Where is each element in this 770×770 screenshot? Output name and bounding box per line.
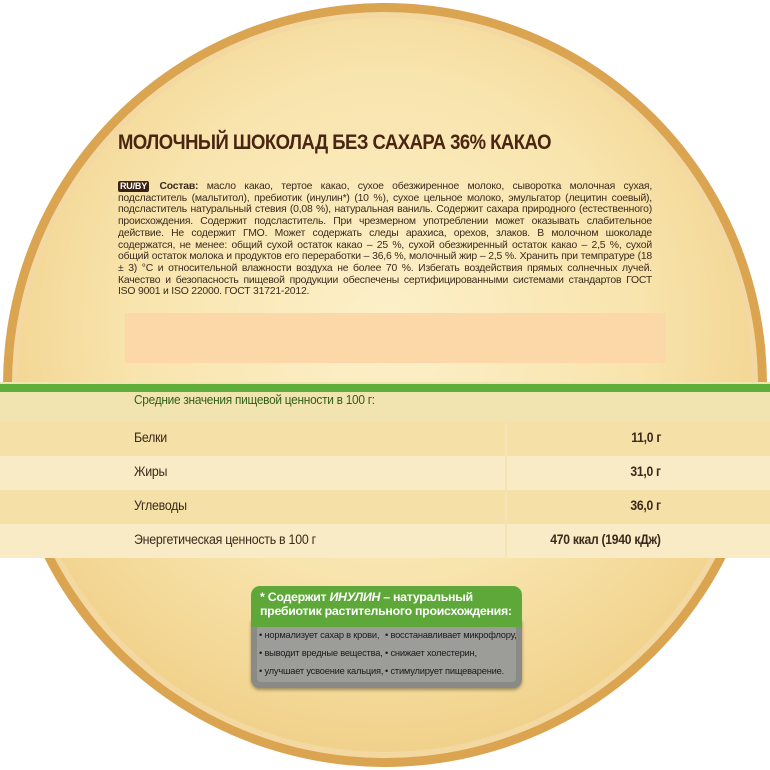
inulin-benefit: • нормализует сахар в крови, — [259, 630, 380, 640]
inulin-benefit: • стимулирует пищеварение. — [385, 666, 504, 676]
nutrition-row-protein — [0, 422, 770, 456]
blank-print-area — [125, 313, 666, 363]
language-badge: RU/BY — [120, 181, 148, 191]
asterisk: * — [260, 590, 265, 604]
product-title: МОЛОЧНЫЙ ШОКОЛАД БЕЗ САХАРА 36% КАКАО — [118, 130, 551, 154]
inulin-benefit: • восстанавливает микрофлору, — [385, 630, 517, 640]
nutrition-label: Белки — [134, 430, 167, 445]
composition-body: масло какао, тертое какао, сухое обезжиренное молоко, сыворотка молочная сухая, подсластитель (мальтитол), пребиотик (инулин*) (10 %), сухое цельное молоко, эмульгатор (лецитин соевый), подсластитель натуральный стевия (0,08 %), натуральная ваниль. Содержит сахара природного (естественного) происхождения. Содержит подсластитель. При чрезмерном употреблении может оказывать слабительное действие. Не содержит ГМО. Может содержать следы арахиса, орехов, злаков. В молочном шоколаде содержатся, не менее: общий сухой остаток какао – 25 %, сухой обезжиренный остаток какао – 2,5 %, сухой общий остаток молока и продуктов его переработки – 36,6 %, молочный жир – 2,5 %. Хранить при темпратуре (18 ± 3) °С и относительной влажности воздуха не более 70 %. Избегать воздействия прямых солнечных лучей. Качество и безопасность пищевой продукции обеспечены сертифицированными системами стандартов ГОСТ ISO 9001 и ISO 22000. ГОСТ 31721-2012. — [118, 181, 653, 298]
divider — [505, 490, 507, 524]
inulin-benefit: • улучшает усвоение кальция, — [259, 666, 384, 676]
nutrition-header: Средние значения пищевой ценности в 100 г: — [134, 392, 375, 407]
inulin-benefit: • снижает холестерин, — [385, 648, 477, 658]
nutrition-row-carbs — [0, 490, 770, 524]
inulin-description: – натуральный пребиотик растительного происхождения: — [260, 590, 512, 618]
inulin-lead: Содержит — [267, 590, 327, 604]
inulin-info-box — [251, 586, 522, 688]
nutrition-value: 36,0 г — [630, 498, 661, 513]
green-stripe — [0, 384, 770, 392]
nutrition-value: 11,0 г — [631, 430, 661, 445]
nutrition-row-fat — [0, 456, 770, 490]
nutrition-value: 31,0 г — [630, 464, 661, 479]
composition-label: Состав: — [159, 181, 199, 192]
divider — [505, 456, 507, 490]
divider — [505, 422, 507, 456]
nutrition-label: Энергетическая ценность в 100 г — [134, 532, 316, 547]
divider — [505, 524, 507, 558]
nutrition-label: Жиры — [134, 464, 168, 479]
composition-text — [118, 181, 652, 298]
inulin-banner-text — [260, 590, 518, 618]
inulin-name: ИНУЛИН — [329, 590, 381, 604]
inulin-benefits-panel — [251, 619, 522, 688]
nutrition-value: 470 ккал (1940 кДж) — [550, 532, 661, 547]
nutrition-label: Углеводы — [134, 498, 187, 513]
inulin-banner — [251, 586, 522, 627]
nutrition-row-energy — [0, 524, 770, 558]
inulin-benefit: • выводит вредные вещества, — [259, 648, 383, 658]
